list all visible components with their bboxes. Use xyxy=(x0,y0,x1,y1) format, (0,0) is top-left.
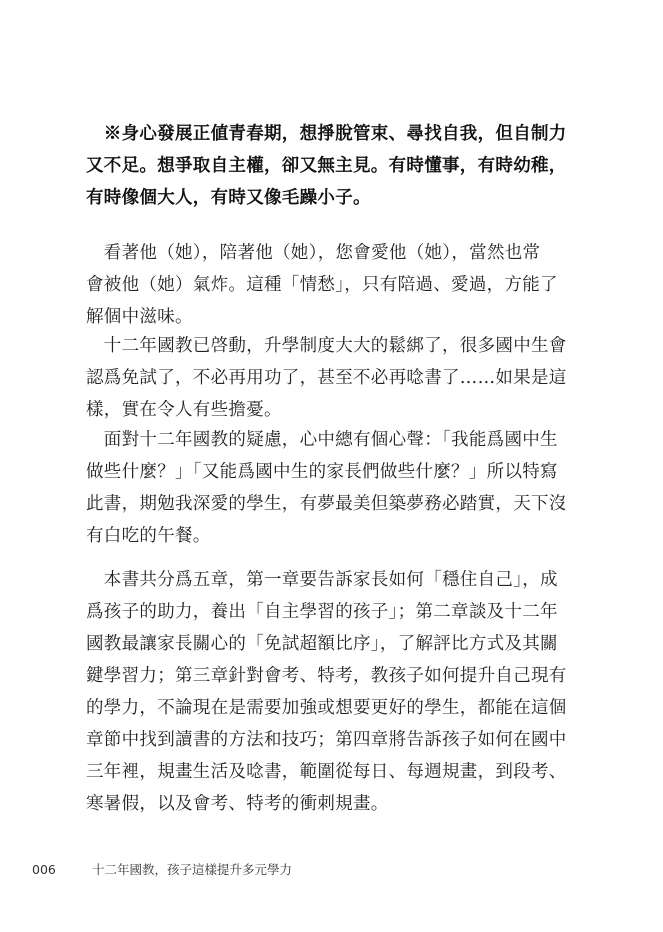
text-line: 解個中滋味。 xyxy=(86,307,193,327)
paragraph-2 xyxy=(86,330,586,426)
text-line: 三年裡，規畫生活及唸書，範圍從每日、每週規畫，到段考、 xyxy=(86,762,567,782)
text-line: 做些什麼？」「又能爲國中生的家長們做些什麼？」所以特寫 xyxy=(86,462,558,482)
text-line: 國教最讓家長關心的「免試超額比序」，了解評比方式及其關 xyxy=(86,634,558,654)
text-line: 有時像個大人，有時又像毛躁小子。 xyxy=(86,188,371,208)
paragraph-3 xyxy=(86,424,586,552)
text-line: 面對十二年國教的疑慮，心中總有個心聲：「我能爲國中生 xyxy=(86,430,558,450)
text-line: 爲孩子的助力，養出「自主學習的孩子」；第二章談及十二年 xyxy=(86,602,558,622)
text-line: 會被他（她）氣炸。這種「情愁」，只有陪過、愛過，方能了 xyxy=(86,275,558,295)
paragraph-4 xyxy=(86,564,586,820)
text-line: 寒暑假，以及會考、特考的衝刺規畫。 xyxy=(86,794,389,814)
text-line: 又不足。想爭取自主權，卻又無主見。有時懂事，有時幼稚， xyxy=(86,156,567,176)
text-line: 章節中找到讀書的方法和技巧；第四章將告訴孩子如何在國中 xyxy=(86,730,567,750)
text-line: 認爲免試了，不必再用功了，甚至不必再唸書了……如果是這 xyxy=(86,368,567,388)
intro-bold-paragraph xyxy=(86,118,586,214)
text-line: ※身心發展正値青春期，想掙脫管束、尋找自我，但自制力 xyxy=(86,124,567,144)
text-line: 鍵學習力；第三章針對會考、特考，教孩子如何提升自己現有 xyxy=(86,666,567,686)
running-book-title: 十二年國教，孩子這樣提升多元學力 xyxy=(91,862,292,877)
page-number: 006 xyxy=(32,862,56,877)
text-line: 有白吃的午餐。 xyxy=(86,526,211,546)
text-line: 十二年國教已啓動，升學制度大大的鬆綁了，很多國中生會 xyxy=(86,336,567,356)
text-line: 本書共分爲五章，第一章要告訴家長如何「穩住自己」，成 xyxy=(86,570,558,590)
text-line: 此書，期勉我深愛的學生，有夢最美但築夢務必踏實，天下沒 xyxy=(86,494,567,514)
text-line: 樣，實在令人有些擔憂。 xyxy=(86,400,282,420)
page-footer xyxy=(32,860,292,878)
text-line: 看著他（她），陪著他（她），您會愛他（她），當然也常 xyxy=(86,243,541,263)
paragraph-1 xyxy=(86,237,586,333)
text-line: 的學力，不論現在是需要加強或想要更好的學生，都能在這個 xyxy=(86,698,567,718)
